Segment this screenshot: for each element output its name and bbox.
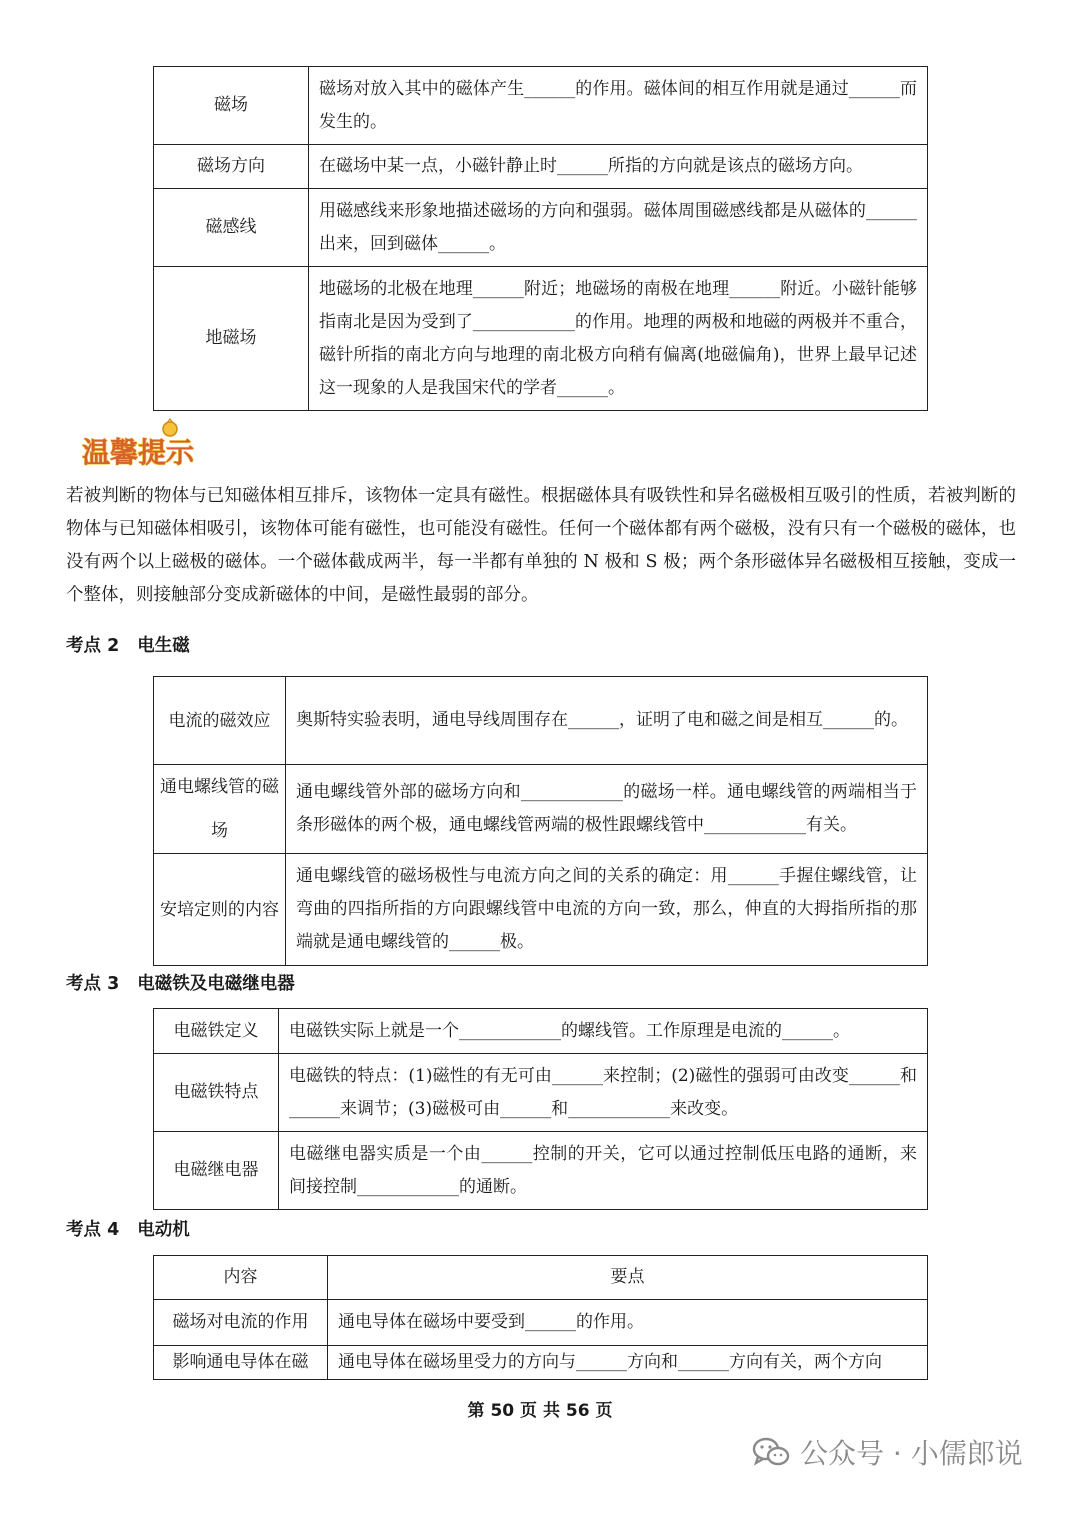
tips-logo [78, 418, 208, 474]
table-row [154, 1132, 928, 1210]
column-header: 要点 [328, 1256, 928, 1300]
row-label: 磁场方向 [154, 145, 309, 189]
row-content: 磁场对放入其中的磁体产生______的作用。磁体间的相互作用就是通过______而发生的。 [309, 67, 928, 145]
section-number: 考点 2 [66, 636, 120, 656]
row-content: 通电导体在磁场里受力的方向与______方向和______方向有关，两个方向 [328, 1346, 928, 1380]
table-row [154, 67, 928, 145]
table-row [154, 854, 928, 966]
section-heading [66, 1216, 190, 1241]
section-number: 考点 3 [66, 974, 120, 994]
section-number: 考点 4 [66, 1220, 120, 1240]
page-number: 第 50 页 共 56 页 [467, 1401, 613, 1421]
row-label: 磁场对电流的作用 [154, 1300, 328, 1346]
table-row [154, 1300, 928, 1346]
table-row [154, 189, 928, 267]
tips-paragraph: 若被判断的物体与已知磁体相互排斥，该物体一定具有磁性。根据磁体具有吸铁性和异名磁极相互吸引的性质，若被判断的物体与已知磁体相吸引，该物体可能有磁性，也可能没有磁性。任何一个磁体都有两个磁极，没有只有一个磁极的磁体，也没有两个以上磁极的磁体。一个磁体截成两半，每一半都有单独的 N 极和 S 极；两个条形磁体异名磁极相互接触，变成一个整体，则接触部分变成新磁体的中间，是磁性最弱的部分。 [66, 486, 1016, 605]
row-content: 地磁场的北极在地理______附近；地磁场的南极在地理______附近。小磁针能够指南北是因为受到了____________的作用。地理的两极和地磁的两极并不重合，磁针所指的南北方向与地理的南北极方向稍有偏离(地磁偏角)，世界上最早记述这一现象的人是我国宋代的学者______。 [309, 267, 928, 411]
row-content: 用磁感线来形象地描述磁场的方向和强弱。磁体周围磁感线都是从磁体的______出来，回到磁体______。 [309, 189, 928, 267]
table-row [154, 1054, 928, 1132]
electromagnet-table [153, 1008, 928, 1210]
row-content: 在磁场中某一点，小磁针静止时______所指的方向就是该点的磁场方向。 [309, 145, 928, 189]
row-content: 通电螺线管的磁场极性与电流方向之间的关系的确定：用______手握住螺线管，让弯曲的四指所指的方向跟螺线管中电流的方向一致，那么，伸直的大拇指所指的那端就是通电螺线管的______极。 [286, 854, 928, 966]
row-label: 电磁铁定义 [154, 1009, 279, 1054]
wechat-icon [752, 1436, 790, 1468]
table-row [154, 145, 928, 189]
row-label: 安培定则的内容 [154, 854, 286, 966]
table-row [154, 677, 928, 765]
watermark-text: 公众号 · 小儒郎说 [800, 1437, 1023, 1470]
row-content: 电磁铁的特点：(1)磁性的有无可由______来控制；(2)磁性的强弱可由改变______和______来调节；(3)磁极可由______和____________来改变。 [279, 1054, 928, 1132]
section-heading [66, 632, 190, 657]
row-content: 通电螺线管外部的磁场方向和____________的磁场一样。通电螺线管的两端相当于条形磁体的两个极，通电螺线管两端的极性跟螺线管中____________有关。 [286, 765, 928, 854]
column-header: 内容 [154, 1256, 328, 1300]
row-label: 电磁铁特点 [154, 1054, 279, 1132]
table-row [154, 765, 928, 854]
section-title: 电磁铁及电磁继电器 [137, 974, 295, 994]
section-heading [66, 970, 295, 995]
table-header-row [154, 1256, 928, 1300]
row-label: 通电螺线管的磁场 [154, 765, 286, 854]
table-row [154, 1346, 928, 1380]
row-label: 电磁继电器 [154, 1132, 279, 1210]
row-label: 磁场 [154, 67, 309, 145]
motor-table [153, 1255, 928, 1380]
row-content: 奥斯特实验表明，通电导线周围存在______，证明了电和磁之间是相互______的。 [286, 677, 928, 765]
watermark [752, 1432, 1023, 1472]
row-label: 电流的磁效应 [154, 677, 286, 765]
row-label: 地磁场 [154, 267, 309, 411]
table-row [154, 267, 928, 411]
row-content: 电磁继电器实质是一个由______控制的开关，它可以通过控制低压电路的通断，来间接控制____________的通断。 [279, 1132, 928, 1210]
row-label: 影响通电导体在磁 [154, 1346, 328, 1380]
row-label: 磁感线 [154, 189, 309, 267]
section-title: 电动机 [137, 1220, 190, 1240]
row-content: 通电导体在磁场中要受到______的作用。 [328, 1300, 928, 1346]
section-title: 电生磁 [137, 636, 190, 656]
tips-title: 温馨提示 [82, 436, 195, 469]
table-row [154, 1009, 928, 1054]
electromagnetism-table [153, 676, 928, 966]
magnetic-field-table [153, 66, 928, 411]
row-content: 电磁铁实际上就是一个____________的螺线管。工作原理是电流的______。 [279, 1009, 928, 1054]
